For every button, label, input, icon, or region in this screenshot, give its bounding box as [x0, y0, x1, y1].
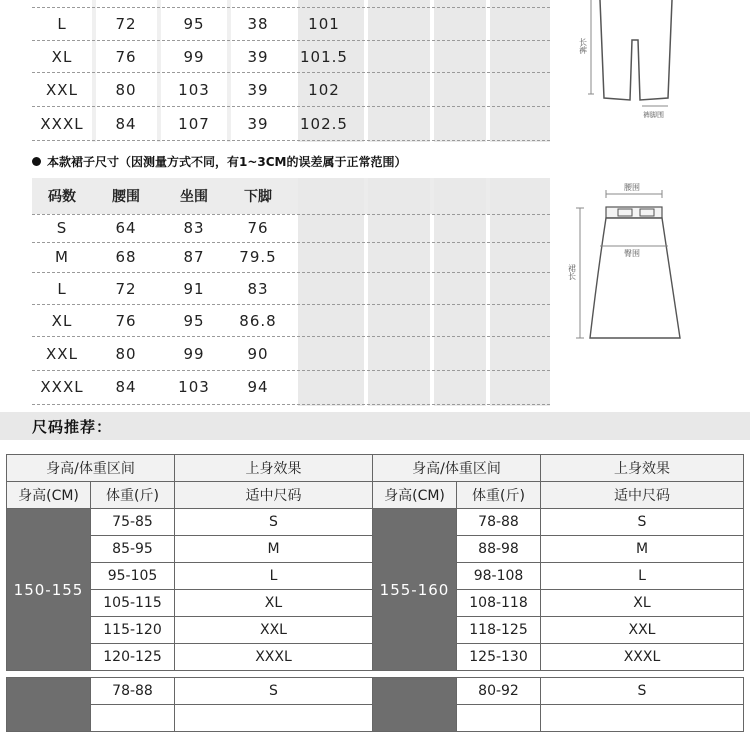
- header-height: 身高(CM): [373, 482, 457, 509]
- size-cell: S: [541, 678, 744, 705]
- size-cell: M: [541, 536, 744, 563]
- header-size: 适中尺码: [541, 482, 744, 509]
- hip-cell: 83: [183, 219, 205, 237]
- table-header-row: [32, 181, 550, 211]
- table-row: [32, 274, 550, 304]
- header-size: 适中尺码: [175, 482, 373, 509]
- weight-cell: 105-115: [91, 590, 175, 617]
- table-header-row: [7, 482, 744, 509]
- header-range: 身高/体重区间: [7, 455, 175, 482]
- height-range-cell: [373, 678, 457, 732]
- weight-cell: 125-130: [457, 644, 541, 671]
- table-row: [32, 9, 550, 39]
- skirt-diagram: [567, 180, 700, 350]
- table-row: [7, 509, 744, 536]
- weight-cell: 108-118: [457, 590, 541, 617]
- waist-cell: 72: [115, 280, 137, 298]
- table-row: [32, 75, 550, 105]
- weight-cell: 118-125: [457, 617, 541, 644]
- hem-cell: 90: [247, 345, 269, 363]
- skirt-hip-label: 臀围: [624, 249, 640, 258]
- waist-cell: 76: [115, 48, 137, 66]
- size-cell: L: [175, 563, 373, 590]
- size-cell: M: [175, 536, 373, 563]
- size-recommend-table: [6, 454, 744, 671]
- pants-size-table: [32, 0, 550, 142]
- size-cell: XL: [175, 590, 373, 617]
- pants-length-label: 长裤: [578, 38, 588, 54]
- size-cell: XXL: [46, 81, 78, 99]
- row-divider: [32, 404, 550, 405]
- table-row: [7, 678, 744, 705]
- hip-cell: 99: [183, 345, 205, 363]
- weight-cell: 75-85: [91, 509, 175, 536]
- size-cell: XXXL: [40, 378, 84, 396]
- table-row: [32, 42, 550, 72]
- hem-cell: 38: [247, 15, 269, 33]
- length-cell: 101: [308, 15, 340, 33]
- waist-cell: 72: [115, 15, 137, 33]
- waist-cell: 84: [115, 115, 137, 133]
- size-cell: XXXL: [541, 644, 744, 671]
- header-hem: 下脚: [244, 189, 272, 205]
- height-range-cell: [7, 678, 91, 732]
- header-height: 身高(CM): [7, 482, 91, 509]
- weight-cell: 115-120: [91, 617, 175, 644]
- waist-cell: 68: [115, 248, 137, 266]
- row-divider: [32, 304, 550, 305]
- table-header-row: [7, 455, 744, 482]
- hip-cell: 95: [183, 312, 205, 330]
- size-cell: XL: [541, 590, 744, 617]
- hem-cell: 86.8: [239, 312, 277, 330]
- size-cell: XL: [51, 48, 73, 66]
- size-recommend-title: 尺码推荐：: [0, 412, 750, 440]
- size-cell: S: [175, 509, 373, 536]
- hip-cell: 91: [183, 280, 205, 298]
- table-row: [32, 306, 550, 336]
- header-weight: 体重(斤): [91, 482, 175, 509]
- size-cell: XXL: [175, 617, 373, 644]
- waist-cell: 84: [115, 378, 137, 396]
- length-cell: 101.5: [300, 48, 348, 66]
- size-cell: L: [57, 15, 67, 33]
- header-waist: 腰围: [112, 189, 140, 205]
- hem-cell: 79.5: [239, 248, 277, 266]
- weight-cell: 120-125: [91, 644, 175, 671]
- header-weight: 体重(斤): [457, 482, 541, 509]
- length-cell: 102: [308, 81, 340, 99]
- hem-cell: 39: [247, 115, 269, 133]
- table-row: [32, 109, 550, 139]
- skirt-waist-label: 腰围: [624, 183, 640, 192]
- size-cell: S: [175, 678, 373, 705]
- hip-cell: 107: [178, 115, 210, 133]
- weight-cell: 80-92: [457, 678, 541, 705]
- weight-cell: 78-88: [91, 678, 175, 705]
- hip-cell: 103: [178, 378, 210, 396]
- weight-cell: 85-95: [91, 536, 175, 563]
- size-cell: XL: [51, 312, 73, 330]
- size-cell: S: [56, 219, 68, 237]
- weight-cell: 78-88: [457, 509, 541, 536]
- table-row: [32, 242, 550, 272]
- length-cell: 102.5: [300, 115, 348, 133]
- table-row: [32, 213, 550, 243]
- waist-cell: 76: [115, 312, 137, 330]
- skirt-size-table: [32, 178, 550, 406]
- size-cell: XXL: [541, 617, 744, 644]
- pants-hem-label: 裤脚围: [643, 111, 664, 119]
- hip-cell: 99: [183, 48, 205, 66]
- row-divider: [32, 140, 550, 141]
- header-effect: 上身效果: [175, 455, 373, 482]
- hem-cell: 39: [247, 48, 269, 66]
- header-effect: 上身效果: [541, 455, 744, 482]
- weight-cell: 98-108: [457, 563, 541, 590]
- size-cell: S: [541, 509, 744, 536]
- height-range-cell: 155-160: [373, 509, 457, 671]
- row-divider: [32, 370, 550, 371]
- skirt-note-text: 本款裙子尺寸（因测量方式不同，有1~3CM的误差属于正常范围）: [47, 154, 407, 169]
- hem-cell: 76: [247, 219, 269, 237]
- waist-cell: 64: [115, 219, 137, 237]
- size-cell: XXL: [46, 345, 78, 363]
- hip-cell: 95: [183, 15, 205, 33]
- header-range: 身高/体重区间: [373, 455, 541, 482]
- height-range-cell: 150-155: [7, 509, 91, 671]
- weight-cell: 88-98: [457, 536, 541, 563]
- size-cell: [541, 705, 744, 732]
- size-cell: XXXL: [175, 644, 373, 671]
- row-divider: [32, 106, 550, 107]
- pants-diagram: [580, 0, 700, 120]
- size-cell: L: [541, 563, 744, 590]
- row-divider: [32, 7, 550, 8]
- row-divider: [32, 336, 550, 337]
- hem-cell: 83: [247, 280, 269, 298]
- header-hip: 坐围: [180, 189, 208, 205]
- size-cell: XXXL: [40, 115, 84, 133]
- hem-cell: 39: [247, 81, 269, 99]
- size-recommend-table-2: [6, 677, 744, 732]
- weight-cell: [91, 705, 175, 732]
- row-divider: [32, 72, 550, 73]
- bullet-icon: [32, 157, 41, 166]
- weight-cell: [457, 705, 541, 732]
- table-row: [32, 372, 550, 402]
- weight-cell: 95-105: [91, 563, 175, 590]
- size-cell: L: [57, 280, 67, 298]
- skirt-length-label: 裙长: [567, 264, 577, 280]
- row-divider: [32, 40, 550, 41]
- size-cell: [175, 705, 373, 732]
- waist-cell: 80: [115, 81, 137, 99]
- size-cell: M: [55, 248, 69, 266]
- table-row: [32, 339, 550, 369]
- hem-cell: 94: [247, 378, 269, 396]
- row-divider: [32, 272, 550, 273]
- waist-cell: 80: [115, 345, 137, 363]
- skirt-size-note: [32, 152, 407, 170]
- hip-cell: 103: [178, 81, 210, 99]
- header-size: 码数: [48, 189, 76, 205]
- hip-cell: 87: [183, 248, 205, 266]
